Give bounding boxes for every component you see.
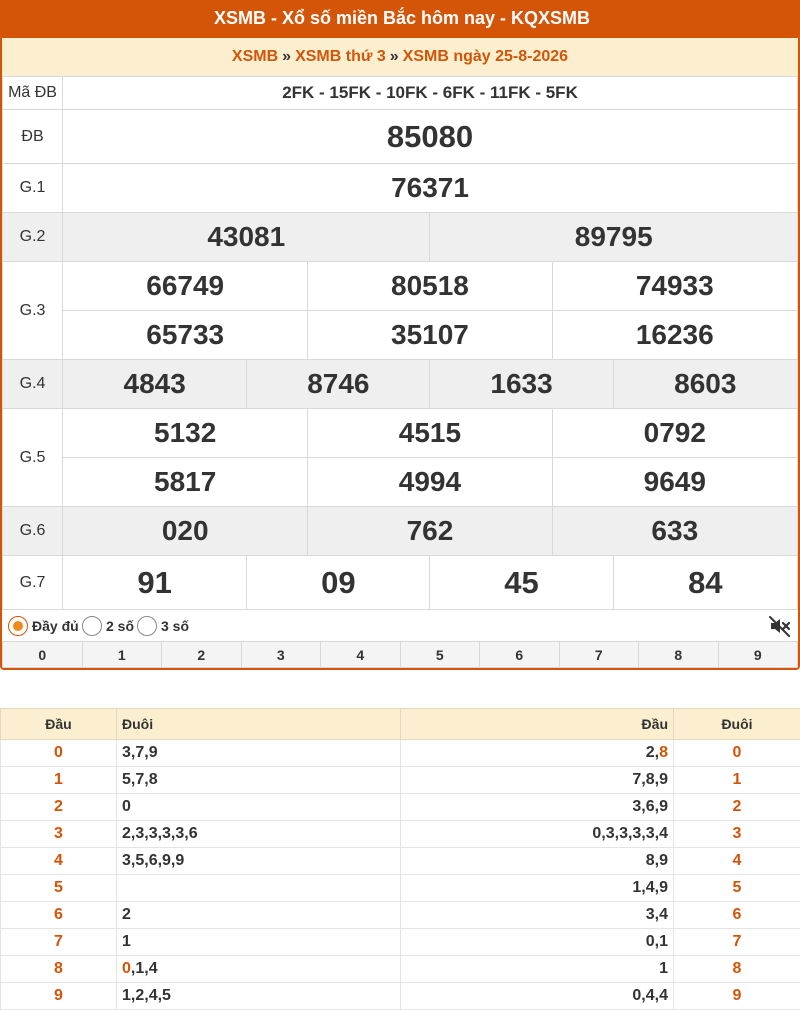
digit-filter-button[interactable]: 0 xyxy=(3,642,83,668)
prize-g6: 633 xyxy=(552,507,797,556)
option-2-digits-label: 2 số xyxy=(106,618,135,634)
duoi-key-cell: 4 xyxy=(674,848,800,875)
row-g6 xyxy=(3,507,798,556)
row-db xyxy=(3,110,798,164)
header-dau: Đầu xyxy=(1,709,117,740)
prize-g5: 0792 xyxy=(552,409,797,458)
digit-filter-button[interactable]: 8 xyxy=(639,642,719,668)
label-g6: G.6 xyxy=(3,507,63,556)
table-row xyxy=(1,767,800,794)
row-g5 xyxy=(3,409,798,458)
header-duoi: Đuôi xyxy=(117,709,401,740)
option-2-digits[interactable] xyxy=(82,616,134,636)
label-g2: G.2 xyxy=(3,213,63,262)
prize-g5: 5817 xyxy=(63,458,308,507)
prize-g5: 9649 xyxy=(552,458,797,507)
digit-filter-button[interactable]: 4 xyxy=(321,642,401,668)
duoi-key-cell: 8 xyxy=(674,956,800,983)
duoi-key-cell: 0 xyxy=(674,740,800,767)
table-row xyxy=(1,794,800,821)
row-g5 xyxy=(3,458,798,507)
mute-icon[interactable] xyxy=(768,614,792,638)
prize-g2: 43081 xyxy=(63,213,430,262)
table-row xyxy=(1,902,800,929)
label-g5: G.5 xyxy=(3,409,63,507)
prize-g5: 5132 xyxy=(63,409,308,458)
duoi-cell: 1 xyxy=(117,929,401,956)
row-g3 xyxy=(3,311,798,360)
prize-g7: 09 xyxy=(247,556,430,610)
prize-g4: 1633 xyxy=(430,360,613,409)
duoi-key-cell: 1 xyxy=(674,767,800,794)
dau-highlight: 8 xyxy=(659,744,668,761)
table-row xyxy=(1,956,800,983)
breadcrumb-xsmb-thu3[interactable]: XSMB thứ 3 xyxy=(295,48,386,65)
digit-filter-button[interactable]: 9 xyxy=(718,642,798,668)
dau-list-cell: 1 xyxy=(401,956,674,983)
loto-table xyxy=(0,708,800,1010)
prize-g7: 45 xyxy=(430,556,613,610)
dau-cell: 5 xyxy=(1,875,117,902)
label-db: ĐB xyxy=(3,110,63,164)
prize-g3: 16236 xyxy=(552,311,797,360)
duoi-key-cell: 3 xyxy=(674,821,800,848)
prize-g7: 84 xyxy=(613,556,797,610)
duoi-key-cell: 9 xyxy=(674,983,800,1010)
dau-list-cell: 0,4,4 xyxy=(401,983,674,1010)
dau-list-cell: 0,3,3,3,3,4 xyxy=(401,821,674,848)
label-g3: G.3 xyxy=(3,262,63,360)
dau-cell: 1 xyxy=(1,767,117,794)
table-row xyxy=(1,875,800,902)
row-madb xyxy=(3,77,798,110)
prize-g3: 65733 xyxy=(63,311,308,360)
breadcrumb-xsmb-date[interactable]: XSMB ngày 25-8-2026 xyxy=(402,48,569,65)
table-row xyxy=(1,821,800,848)
prize-g4: 4843 xyxy=(63,360,247,409)
dau-cell: 7 xyxy=(1,929,117,956)
duoi-cell: 1,2,4,5 xyxy=(117,983,401,1010)
row-g2 xyxy=(3,213,798,262)
prize-g1: 76371 xyxy=(63,164,798,213)
duoi-cell: 5,7,8 xyxy=(117,767,401,794)
duoi-highlight: 0 xyxy=(122,960,131,977)
dau-cell: 4 xyxy=(1,848,117,875)
prize-g5: 4515 xyxy=(308,409,552,458)
digit-filter-button[interactable]: 3 xyxy=(241,642,321,668)
dau-list-cell: 8,9 xyxy=(401,848,674,875)
madb-value: 2FK - 15FK - 10FK - 6FK - 11FK - 5FK xyxy=(63,77,798,110)
duoi-cell: 3,5,6,9,9 xyxy=(117,848,401,875)
label-madb: Mã ĐB xyxy=(3,77,63,110)
label-g7: G.7 xyxy=(3,556,63,610)
dau-list-cell: 0,1 xyxy=(401,929,674,956)
digit-filter-button[interactable]: 6 xyxy=(480,642,560,668)
dau-list-cell: 7,8,9 xyxy=(401,767,674,794)
table-row xyxy=(1,929,800,956)
prize-g3: 35107 xyxy=(308,311,552,360)
dau-list-text: 2, xyxy=(645,744,660,761)
duoi-cell: 2 xyxy=(117,902,401,929)
label-g1: G.1 xyxy=(3,164,63,213)
breadcrumb-separator: » xyxy=(389,48,399,65)
prize-g3: 66749 xyxy=(63,262,308,311)
loto-header-row xyxy=(1,709,800,740)
table-row xyxy=(1,740,800,767)
duoi-cell xyxy=(117,875,401,902)
dau-cell: 8 xyxy=(1,956,117,983)
radio-full[interactable] xyxy=(8,616,28,636)
dau-cell: 9 xyxy=(1,983,117,1010)
dau-list-cell: 3,6,9 xyxy=(401,794,674,821)
duoi-key-cell: 7 xyxy=(674,929,800,956)
results-table xyxy=(2,76,798,610)
digit-filter-button[interactable]: 7 xyxy=(559,642,639,668)
duoi-cell xyxy=(117,956,401,983)
digit-filter-button[interactable]: 2 xyxy=(162,642,242,668)
prize-g3: 74933 xyxy=(552,262,797,311)
digit-filter-button[interactable]: 1 xyxy=(82,642,162,668)
prize-g6: 762 xyxy=(308,507,552,556)
duoi-key-cell: 6 xyxy=(674,902,800,929)
dau-list-cell xyxy=(401,740,674,767)
digit-filter-button[interactable]: 5 xyxy=(400,642,480,668)
breadcrumb xyxy=(2,38,798,76)
dau-list-cell: 3,4 xyxy=(401,902,674,929)
breadcrumb-xsmb[interactable]: XSMB xyxy=(231,48,279,65)
prize-g5: 4994 xyxy=(308,458,552,507)
prize-g2: 89795 xyxy=(430,213,798,262)
prize-g7: 91 xyxy=(63,556,247,610)
header-dau: Đầu xyxy=(401,709,674,740)
duoi-key-cell: 2 xyxy=(674,794,800,821)
dau-list-cell: 1,4,9 xyxy=(401,875,674,902)
row-g4 xyxy=(3,360,798,409)
label-g4: G.4 xyxy=(3,360,63,409)
prize-g4: 8603 xyxy=(613,360,797,409)
digit-filter xyxy=(2,641,798,668)
display-options xyxy=(2,610,798,641)
duoi-cell: 2,3,3,3,3,6 xyxy=(117,821,401,848)
prize-g6: 020 xyxy=(63,507,308,556)
prize-g4: 8746 xyxy=(247,360,430,409)
table-row xyxy=(1,848,800,875)
option-full[interactable] xyxy=(8,616,79,636)
table-row xyxy=(1,983,800,1010)
duoi-text: ,1,4 xyxy=(130,960,158,977)
option-3-digits[interactable] xyxy=(137,616,189,636)
page-title: XSMB - Xổ số miền Bắc hôm nay - KQXSMB xyxy=(2,0,800,38)
row-g1 xyxy=(3,164,798,213)
option-3-digits-label: 3 số xyxy=(161,618,190,634)
option-full-label: Đầy đủ xyxy=(32,618,79,634)
duoi-key-cell: 5 xyxy=(674,875,800,902)
breadcrumb-separator: » xyxy=(282,48,292,65)
prize-g3: 80518 xyxy=(308,262,552,311)
dau-cell: 3 xyxy=(1,821,117,848)
duoi-cell: 0 xyxy=(117,794,401,821)
dau-cell: 2 xyxy=(1,794,117,821)
header-duoi: Đuôi xyxy=(674,709,800,740)
radio-3-digits[interactable] xyxy=(137,616,157,636)
prize-db: 85080 xyxy=(63,110,798,164)
duoi-cell: 3,7,9 xyxy=(117,740,401,767)
dau-cell: 0 xyxy=(1,740,117,767)
row-g3 xyxy=(3,262,798,311)
row-g7 xyxy=(3,556,798,610)
radio-2-digits[interactable] xyxy=(82,616,102,636)
dau-cell: 6 xyxy=(1,902,117,929)
